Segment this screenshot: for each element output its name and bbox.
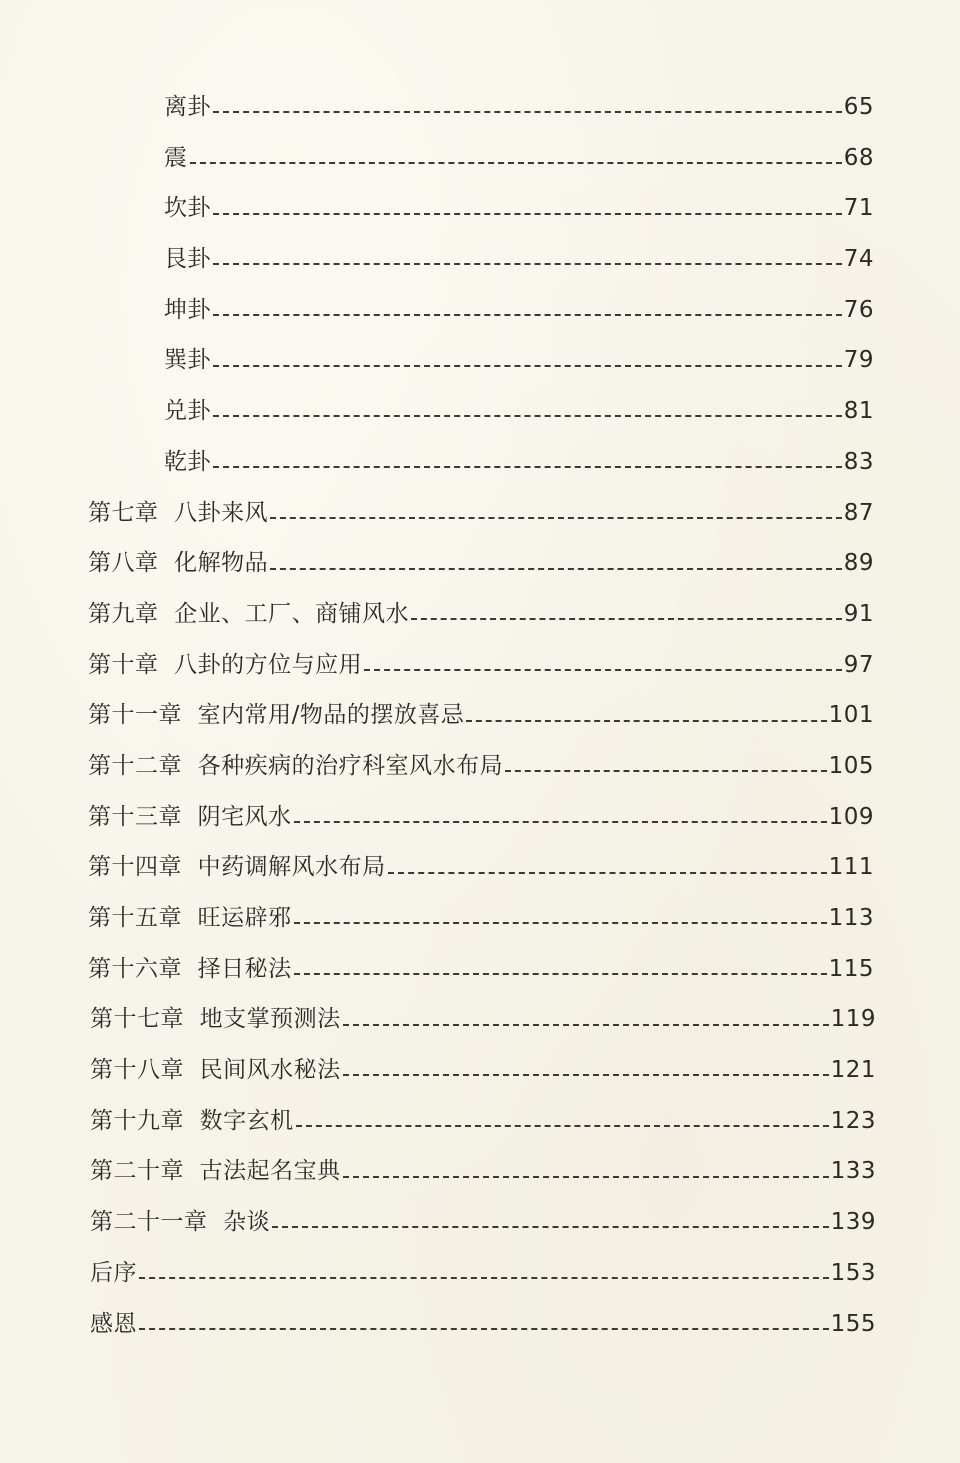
dot-leader	[411, 618, 842, 620]
toc-entry-title: 第十三章 阴宅风水	[88, 803, 292, 830]
toc-entry-title: 第十九章 数字玄机	[90, 1107, 294, 1134]
toc-entry[interactable]	[0, 386, 960, 437]
dot-leader	[213, 365, 842, 367]
toc-entry[interactable]	[0, 994, 960, 1045]
dot-leader	[213, 111, 842, 113]
toc-entry[interactable]	[0, 285, 960, 336]
toc-entry[interactable]	[0, 82, 960, 133]
toc-entry-page-number: 153	[830, 1259, 876, 1286]
toc-entry[interactable]	[0, 335, 960, 386]
dot-leader	[296, 1125, 829, 1127]
toc-entry-page-number: 76	[843, 296, 874, 323]
toc-entry-title: 第十章 八卦的方位与应用	[88, 651, 363, 678]
toc-entry[interactable]	[0, 133, 960, 184]
toc-entry-page-number: 71	[843, 195, 874, 222]
toc-entry[interactable]	[0, 1146, 960, 1197]
toc-entry-page-number: 111	[828, 854, 874, 881]
toc-entry[interactable]	[0, 893, 960, 944]
toc-entry-page-number: 119	[830, 1006, 876, 1033]
dot-leader	[139, 1277, 829, 1279]
toc-entry-title: 第十五章 旺运辟邪	[88, 905, 292, 931]
toc-entry-page-number: 81	[843, 398, 874, 425]
dot-leader	[190, 162, 842, 164]
toc-entry-page-number: 109	[828, 803, 874, 830]
toc-entry-title: 第八章 化解物品	[88, 550, 269, 577]
dot-leader	[466, 720, 826, 722]
toc-entry-title: 第七章 八卦来风	[88, 499, 269, 526]
toc-entry[interactable]	[0, 1299, 960, 1350]
toc-entry[interactable]	[0, 842, 960, 893]
dot-leader	[139, 1328, 829, 1330]
toc-entry-title: 感恩	[90, 1310, 137, 1337]
dot-leader	[213, 466, 842, 468]
dot-leader	[272, 1226, 828, 1228]
toc-entry-page-number: 68	[843, 144, 874, 171]
dot-leader	[364, 669, 842, 671]
dot-leader	[343, 1024, 829, 1026]
table-of-contents	[0, 82, 960, 1349]
toc-entry-page-number: 97	[843, 651, 874, 678]
toc-entry-title: 震	[164, 144, 188, 171]
dot-leader	[270, 568, 842, 570]
toc-entry[interactable]	[0, 488, 960, 539]
toc-entry-page-number: 105	[828, 752, 874, 779]
toc-entry-title: 第九章 企业、工厂、商铺风水	[88, 600, 410, 627]
toc-entry-page-number: 101	[828, 702, 874, 729]
dot-leader	[294, 922, 827, 924]
toc-entry-page-number: 87	[843, 499, 874, 526]
toc-entry[interactable]	[0, 234, 960, 285]
toc-entry[interactable]	[0, 792, 960, 843]
dot-leader	[213, 314, 842, 316]
toc-entry-title: 第十六章 择日秘法	[88, 955, 292, 982]
toc-entry[interactable]	[0, 437, 960, 488]
toc-entry[interactable]	[0, 741, 960, 792]
toc-entry-page-number: 83	[843, 448, 874, 475]
toc-entry-title: 第十二章 各种疾病的治疗科室风水布局	[88, 752, 504, 779]
toc-entry[interactable]	[0, 1096, 960, 1147]
dot-leader	[343, 1176, 829, 1178]
dot-leader	[213, 415, 842, 417]
dot-leader	[388, 872, 827, 874]
toc-entry-title: 巽卦	[164, 347, 211, 374]
toc-entry-title: 第十七章 地支掌预测法	[90, 1006, 341, 1033]
toc-entry-title: 艮卦	[164, 246, 211, 273]
toc-entry[interactable]	[0, 1248, 960, 1299]
toc-entry-title: 第十四章 中药调解风水布局	[88, 854, 386, 881]
toc-entry-title: 后序	[90, 1259, 137, 1286]
toc-entry-page-number: 89	[843, 550, 874, 577]
dot-leader	[505, 770, 826, 772]
toc-entry-title: 乾卦	[164, 448, 211, 475]
toc-entry-title: 第二十章 古法起名宝典	[90, 1158, 341, 1185]
toc-entry-page-number: 79	[843, 347, 874, 374]
toc-entry-page-number: 123	[830, 1107, 876, 1134]
toc-entry-title: 离卦	[164, 94, 211, 120]
dot-leader	[294, 973, 827, 975]
toc-entry-page-number: 115	[828, 955, 874, 982]
toc-entry-title: 第十八章 民间风水秘法	[90, 1057, 341, 1084]
toc-entry[interactable]	[0, 944, 960, 995]
toc-entry[interactable]	[0, 690, 960, 741]
toc-entry-title: 第二十一章 杂谈	[90, 1209, 271, 1236]
toc-entry-page-number: 121	[830, 1057, 876, 1084]
dot-leader	[213, 263, 842, 265]
toc-entry[interactable]	[0, 1197, 960, 1248]
dot-leader	[294, 821, 827, 823]
toc-entry[interactable]	[0, 538, 960, 589]
toc-entry-page-number: 91	[843, 600, 874, 627]
toc-entry[interactable]	[0, 1045, 960, 1096]
dot-leader	[270, 517, 842, 519]
toc-entry-page-number: 139	[830, 1209, 876, 1236]
toc-entry-page-number: 74	[843, 246, 874, 273]
toc-entry[interactable]	[0, 183, 960, 234]
toc-entry-title: 坤卦	[164, 296, 211, 323]
toc-entry-page-number: 155	[830, 1310, 876, 1337]
toc-entry-title: 坎卦	[164, 195, 211, 222]
toc-entry-page-number: 133	[830, 1158, 876, 1185]
toc-entry-title: 第十一章 室内常用/物品的摆放喜忌	[88, 702, 465, 729]
dot-leader	[213, 213, 842, 215]
toc-entry[interactable]	[0, 640, 960, 691]
toc-entry-title: 兑卦	[164, 398, 211, 425]
toc-entry-page-number: 65	[843, 94, 874, 120]
dot-leader	[343, 1074, 829, 1076]
toc-entry[interactable]	[0, 589, 960, 640]
toc-entry-page-number: 113	[828, 905, 874, 931]
